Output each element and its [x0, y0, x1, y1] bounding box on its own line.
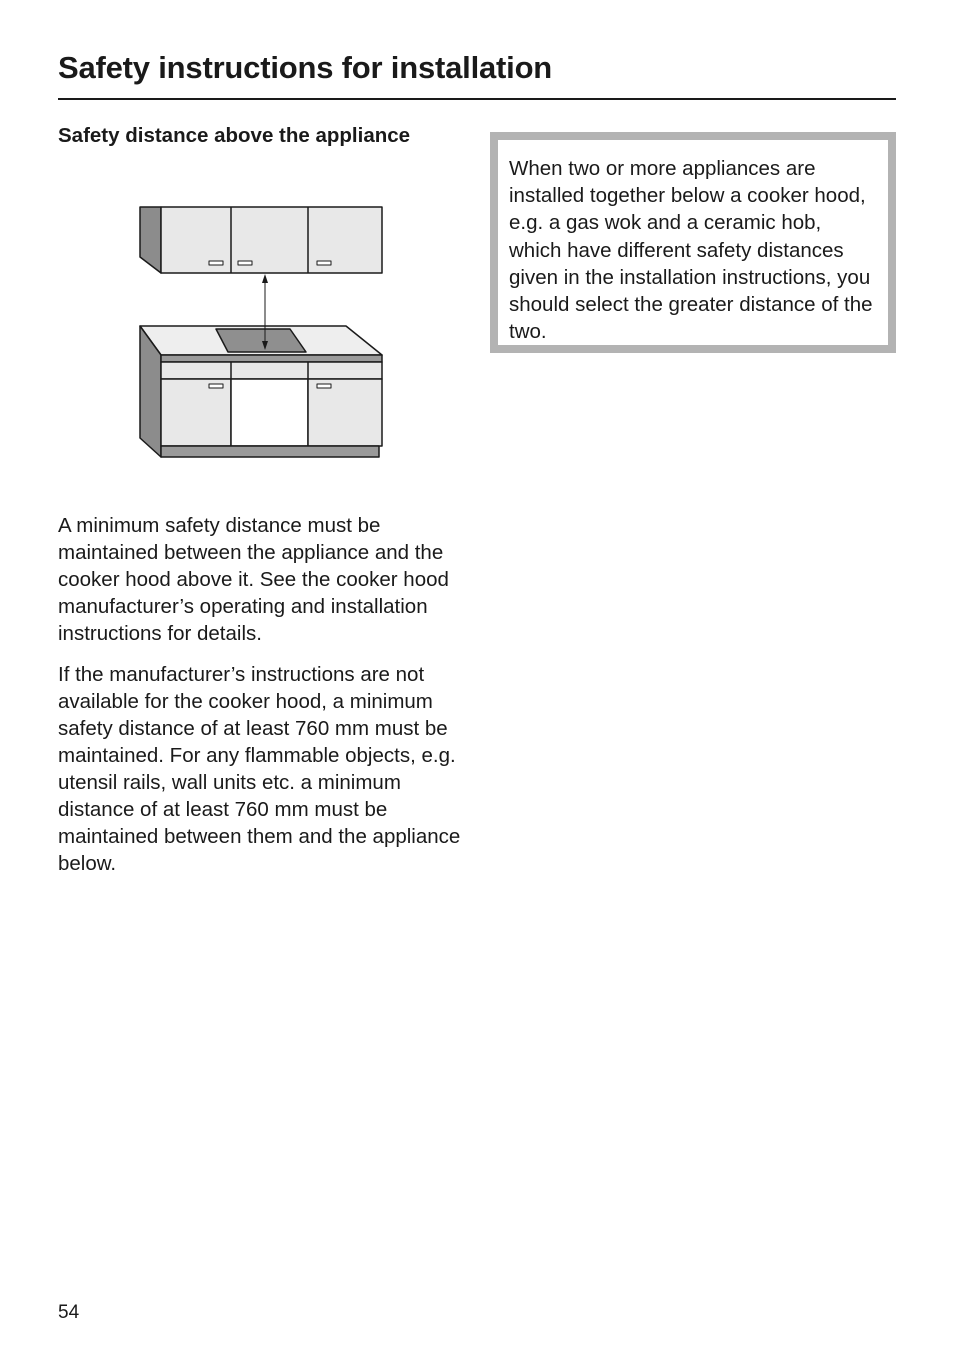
note-text: When two or more appliances are installed together below a cooker hood, e.g. a gas wok and a ceramic hob, which have different safety distances given in the installation instructions, you should select the greater distance of the two.	[509, 157, 873, 344]
handle-icon	[209, 384, 223, 388]
page-title: Safety instructions for installation	[58, 50, 553, 85]
hob	[216, 329, 306, 352]
arrow-up-icon	[262, 274, 268, 283]
worktop-edge	[161, 355, 382, 362]
base-unit-front-left	[161, 379, 231, 446]
wall-unit-front	[161, 207, 382, 273]
handle-icon	[317, 384, 331, 388]
note-box	[490, 132, 896, 353]
base-unit	[140, 326, 382, 457]
handle-icon	[209, 261, 223, 265]
body-paragraph: A minimum safety distance must be maintained between the appliance and the cooker hood above it. See the cooker hood manufacturer’s operating and installation instructions for details.	[58, 514, 449, 645]
wall-unit-side	[140, 207, 161, 273]
plinth	[161, 446, 379, 457]
handle-icon	[317, 261, 331, 265]
appliance-door	[231, 379, 308, 446]
title-divider	[58, 98, 896, 100]
base-unit-front-right	[308, 379, 382, 446]
body-paragraph: If the manufacturer’s instructions are not available for the cooker hood, a minimum safety distance of at least 760 mm must be maintained. For any flammable objects, e.g. utensil rails, wall units etc. a minimum distance of at least 760 mm must be maintained between them and the appliance below.	[58, 663, 461, 875]
handle-icon	[238, 261, 252, 265]
drawer-rail	[161, 362, 382, 379]
wall-units	[140, 207, 382, 273]
page-number: 54	[58, 1302, 80, 1323]
section-heading: Safety distance above the appliance	[58, 124, 411, 147]
safety-distance-illustration	[136, 200, 386, 462]
